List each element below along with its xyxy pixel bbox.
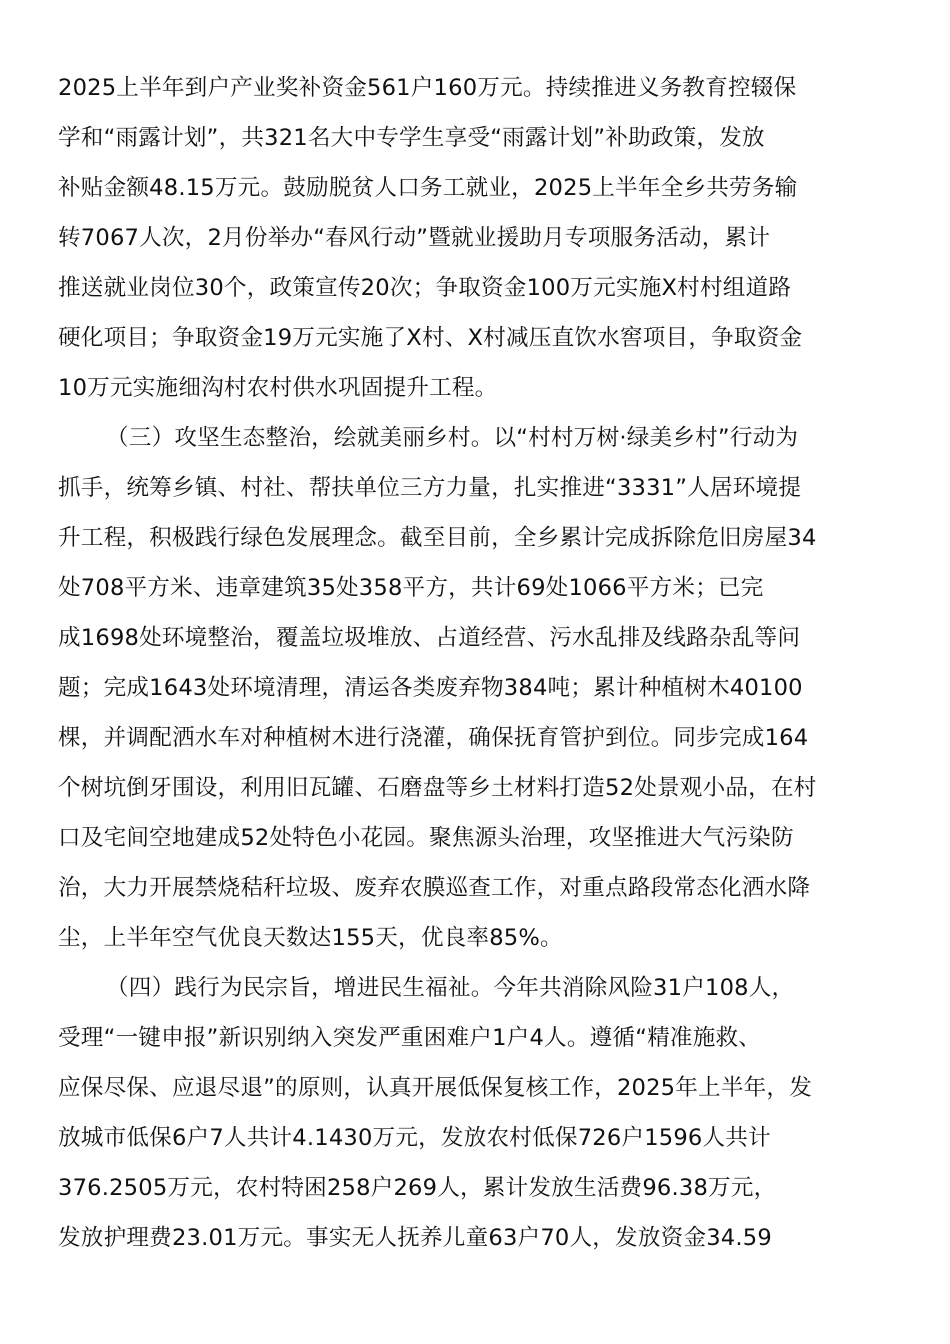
text-line: 放城市低保6户7人共计4.1430万元，发放农村低保726户1596人共计: [58, 1125, 771, 1151]
text-line: 转7067人次，2月份举办“春风行动”暨就业援助月专项服务活动，累计: [58, 225, 771, 251]
text-line: 处708平方米、违章建筑35处358平方，共计69处1066平方米；已完: [58, 575, 764, 601]
text-line: 口及宅间空地建成52处特色小花园。聚焦源头治理，攻坚推进大气污染防: [58, 825, 794, 851]
text-line: 成1698处环境整治，覆盖垃圾堆放、占道经营、污水乱排及线路杂乱等问: [58, 625, 801, 651]
text-line: 应保尽保、应退尽退”的原则，认真开展低保复核工作，2025年上半年，发: [58, 1075, 813, 1101]
text-line: 10万元实施细沟村农村供水巩固提升工程。: [58, 375, 498, 401]
text-line: 推送就业岗位30个，政策宣传20次；争取资金100万元实施X村村组道路: [58, 275, 792, 301]
text-line: 抓手，统筹乡镇、村社、帮扶单位三方力量，扎实推进“3331”人居环境提: [58, 475, 802, 501]
text-line: 尘，上半年空气优良天数达155天，优良率85%。: [58, 925, 563, 951]
text-line: 棵，并调配洒水车对种植树木进行浇灌，确保抚育管护到位。同步完成164: [58, 725, 809, 751]
text-line: 个树坑倒牙围设，利用旧瓦罐、石磨盘等乡土材料打造52处景观小品，在村: [58, 775, 817, 801]
text-line: 补贴金额48.15万元。鼓励脱贫人口务工就业，2025上半年全乡共劳务输: [58, 175, 798, 201]
text-line: 发放护理费23.01万元。事实无人抚养儿童63户70人，发放资金34.59: [58, 1225, 772, 1251]
section-three-heading-line: （三）攻坚生态整治，绘就美丽乡村。以“村村万树·绿美乡村”行动为: [106, 425, 799, 451]
text-line: 受理“一键申报”新识别纳入突发严重困难户1户4人。遵循“精准施救、: [58, 1025, 762, 1051]
text-line: 学和“雨露计划”，共321名大中专学生享受“雨露计划”补助政策，发放: [58, 125, 765, 151]
section-four-heading-line: （四）践行为民宗旨，增进民生福祉。今年共消除风险31户108人，: [106, 975, 795, 1001]
text-line: 治，大力开展禁烧秸秆垃圾、废弃农膜巡查工作，对重点路段常态化洒水降: [58, 875, 811, 901]
text-line: 题；完成1643处环境清理，清运各类废弃物384吨；累计种植树木40100: [58, 675, 803, 701]
text-line: 2025上半年到户产业奖补资金561户160万元。持续推进义务教育控辍保: [58, 75, 797, 101]
text-line: 376.2505万元，农村特困258户269人，累计发放生活费96.38万元，: [58, 1175, 777, 1201]
text-line: 硬化项目；争取资金19万元实施了X村、X村减压直饮水窖项目，争取资金: [58, 325, 803, 351]
text-line: 升工程，积极践行绿色发展理念。截至目前，全乡累计完成拆除危旧房屋34: [58, 525, 817, 551]
